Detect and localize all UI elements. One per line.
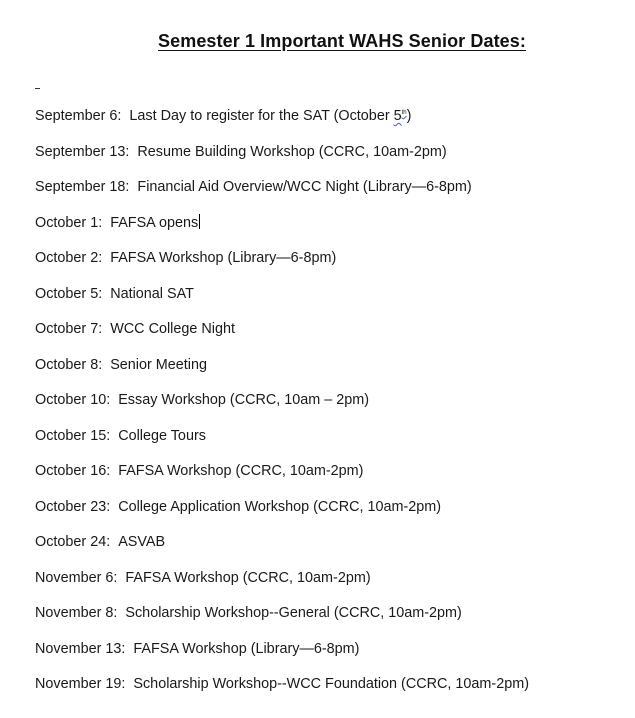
list-item (35, 319, 529, 355)
entry-text: FAFSA Workshop (Library—6-8pm) (133, 640, 360, 657)
entry-date: November 19 : (35, 676, 125, 692)
entry-text: FAFSA opens (110, 214, 199, 231)
entry-text-superscript: th (401, 110, 407, 117)
entry-text: FAFSA Workshop (CCRC, 10am-2pm) (125, 569, 371, 586)
date-list (35, 106, 529, 710)
entry-date: October 7 : (35, 321, 102, 337)
list-item (35, 284, 529, 320)
list-item (35, 674, 529, 710)
entry-date: October 10 : (35, 392, 110, 408)
list-item (35, 497, 529, 533)
list-item (35, 213, 529, 249)
entry-date: September 18 : (35, 179, 129, 195)
entry-date: November 6 : (35, 570, 117, 586)
entry-date: October 2 : (35, 250, 102, 266)
list-item (35, 532, 529, 568)
list-item (35, 142, 529, 178)
entry-date: September 13 : (35, 144, 129, 160)
list-item (35, 177, 529, 213)
entry-text: National SAT (110, 285, 194, 302)
entry-date: October 24 : (35, 534, 110, 550)
entry-text: Resume Building Workshop (CCRC, 10am-2pm) (137, 143, 447, 160)
list-item (35, 248, 529, 284)
list-item (35, 639, 529, 675)
entry-text: FAFSA Workshop (Library—6-8pm) (110, 250, 337, 266)
empty-paragraph-mark (35, 88, 40, 89)
entry-text: College Tours (118, 427, 206, 444)
entry-text-number: 5 (393, 108, 402, 124)
entry-text: College Application Workshop (CCRC, 10am-2pm) (118, 498, 442, 515)
list-item (35, 568, 529, 604)
entry-date: October 23 : (35, 499, 110, 515)
list-item (35, 603, 529, 639)
text-cursor (199, 214, 200, 229)
entry-date: October 5 : (35, 286, 102, 302)
entry-text: Financial Aid Overview/WCC Night (Library—6-8pm) (137, 179, 472, 195)
entry-date: October 16 : (35, 463, 110, 479)
entry-date: October 1 : (35, 215, 102, 231)
list-item (35, 390, 529, 426)
entry-text: FAFSA Workshop (CCRC, 10am-2pm) (118, 463, 364, 479)
entry-date: November 8 : (35, 605, 117, 621)
entry-date: November 13 : (35, 641, 125, 657)
entry-date: October 15 : (35, 428, 110, 444)
entry-text: Last Day to register for the SAT (October (129, 108, 394, 124)
list-item (35, 461, 529, 497)
entry-text: Essay Workshop (CCRC, 10am – 2pm) (118, 392, 370, 408)
document-title: Semester 1 Important WAHS Senior Dates: (158, 31, 526, 51)
entry-text: ASVAB (118, 534, 166, 550)
entry-date: October 8 : (35, 357, 102, 373)
entry-date: September 6 : (35, 108, 121, 124)
entry-text: Scholarship Workshop--General (CCRC, 10am-2pm) (125, 605, 462, 621)
list-item (35, 106, 529, 142)
entry-text: Senior Meeting (110, 356, 207, 373)
list-item (35, 355, 529, 391)
entry-text-close: ) (406, 108, 412, 124)
entry-text: Scholarship Workshop--WCC Foundation (CCRC, 10am-2pm) (133, 676, 529, 692)
entry-text: WCC College Night (110, 321, 235, 337)
list-item (35, 426, 529, 462)
